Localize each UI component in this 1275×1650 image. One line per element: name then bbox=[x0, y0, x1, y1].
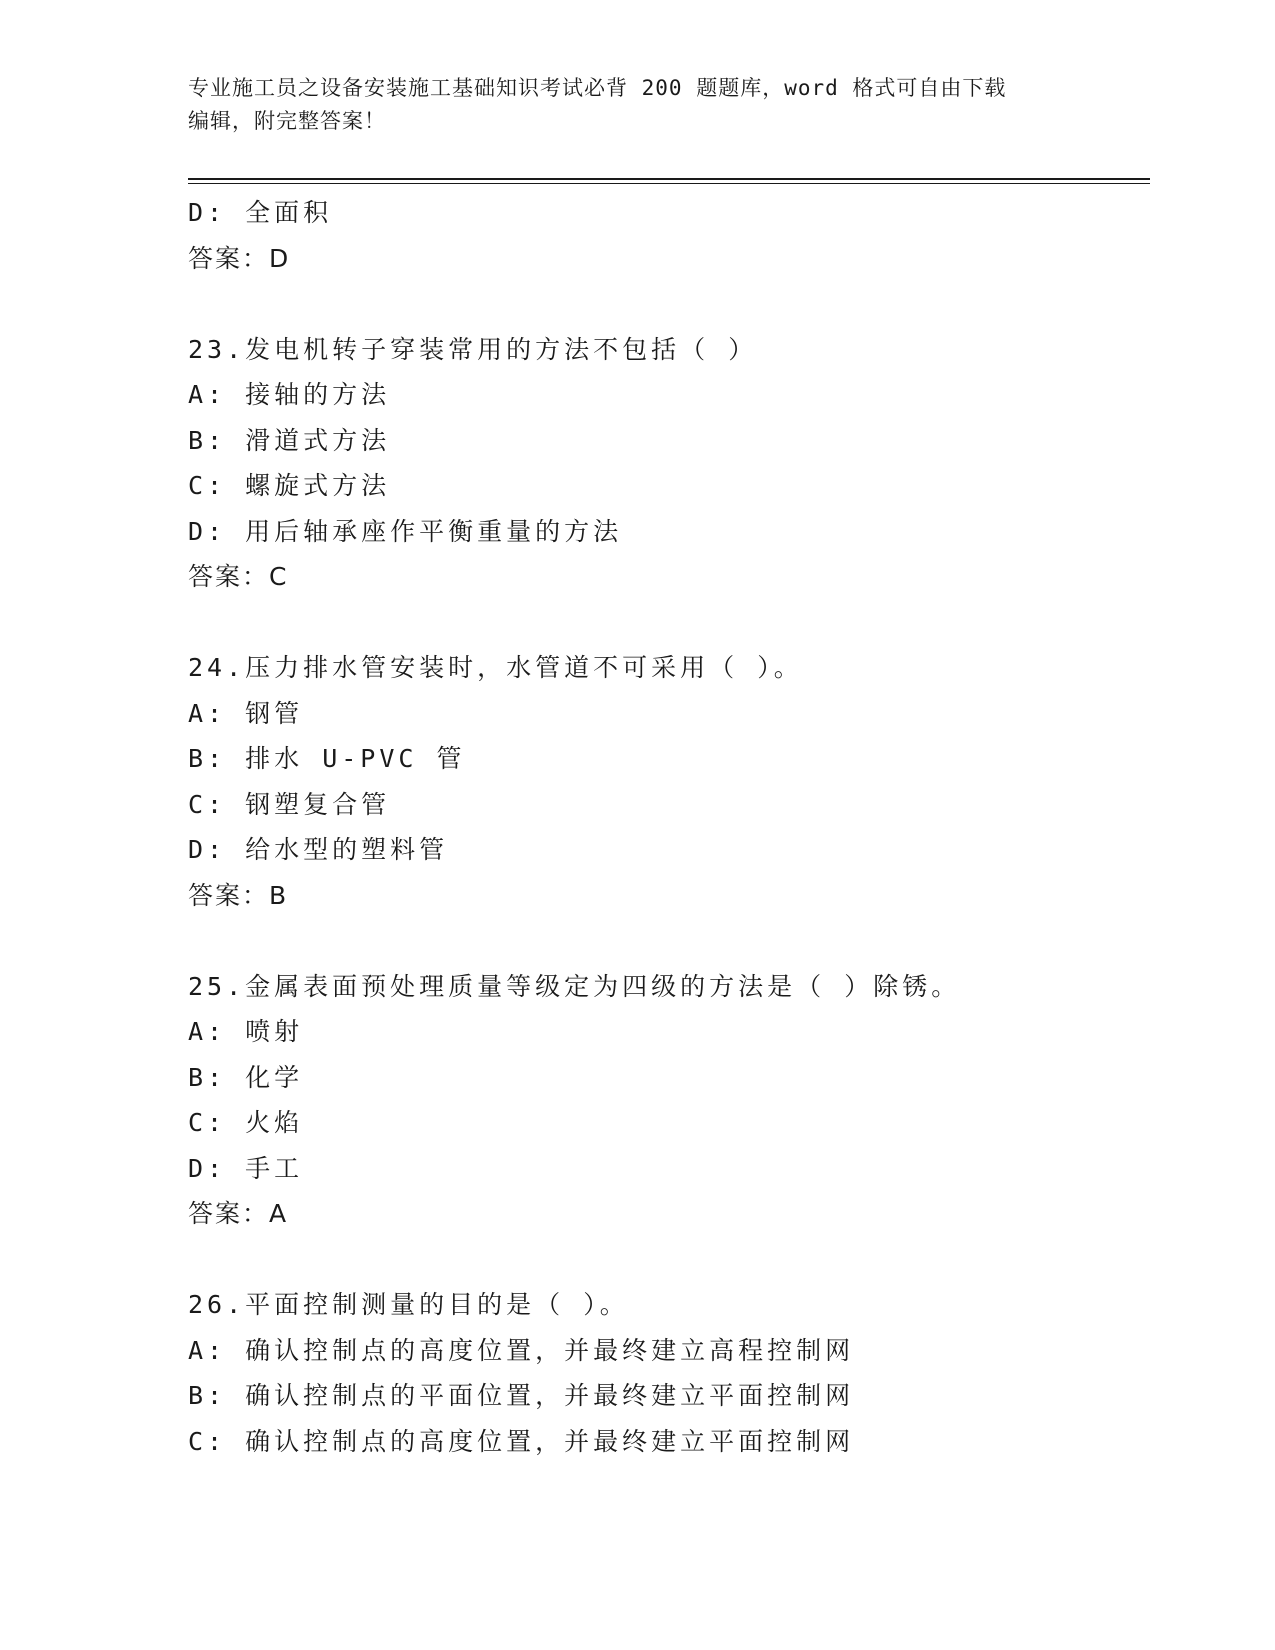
option-a: A: 确认控制点的高度位置，并最终建立高程控制网 bbox=[188, 1335, 855, 1365]
spacer bbox=[188, 600, 1138, 646]
option-b: B: 化学 bbox=[188, 1062, 304, 1092]
option-c: C: 螺旋式方法 bbox=[188, 471, 391, 500]
spacer bbox=[188, 281, 1138, 327]
prev-option-d: D: 全面积 bbox=[188, 198, 333, 227]
question-23 bbox=[188, 327, 1138, 600]
question-stem: 25.金属表面预处理质量等级定为四级的方法是（ ）除锈。 bbox=[188, 971, 961, 1001]
answer: 答案：C bbox=[188, 562, 289, 591]
option-c: C: 火焰 bbox=[188, 1108, 304, 1137]
option-d: D: 手工 bbox=[188, 1153, 304, 1183]
option-b: B: 排水 U-PVC 管 bbox=[188, 744, 466, 773]
question-24 bbox=[188, 645, 1138, 918]
header-divider-thick bbox=[188, 178, 1150, 180]
prev-answer: 答案：D bbox=[188, 243, 291, 273]
option-a: A: 接轴的方法 bbox=[188, 380, 391, 409]
option-b: B: 确认控制点的平面位置，并最终建立平面控制网 bbox=[188, 1381, 855, 1410]
spacer bbox=[188, 1237, 1138, 1283]
question-25 bbox=[188, 964, 1138, 1237]
spacer bbox=[188, 918, 1138, 964]
answer: 答案：B bbox=[188, 880, 289, 910]
option-b: B: 滑道式方法 bbox=[188, 425, 391, 455]
question-26 bbox=[188, 1282, 1138, 1464]
option-c: C: 确认控制点的高度位置，并最终建立平面控制网 bbox=[188, 1426, 855, 1456]
option-d: D: 用后轴承座作平衡重量的方法 bbox=[188, 516, 623, 546]
header-divider-thin bbox=[188, 183, 1150, 184]
question-list bbox=[188, 190, 1138, 1464]
header-line-1: 专业施工员之设备安装施工基础知识考试必背 200 题题库，word 格式可自由下载 bbox=[188, 76, 1007, 100]
question-stem: 24.压力排水管安装时，水管道不可采用（ ）。 bbox=[188, 653, 803, 682]
question-stem: 26.平面控制测量的目的是（ ）。 bbox=[188, 1290, 629, 1319]
header-line-2: 编辑，附完整答案！ bbox=[188, 109, 386, 133]
answer: 答案：A bbox=[188, 1199, 289, 1228]
option-d: D: 给水型的塑料管 bbox=[188, 835, 449, 864]
option-a: A: 钢管 bbox=[188, 698, 304, 728]
option-a: A: 喷射 bbox=[188, 1017, 304, 1046]
option-c: C: 钢塑复合管 bbox=[188, 789, 391, 819]
question-stem: 23.发电机转子穿装常用的方法不包括（ ） bbox=[188, 334, 758, 364]
document-header bbox=[188, 72, 1088, 138]
